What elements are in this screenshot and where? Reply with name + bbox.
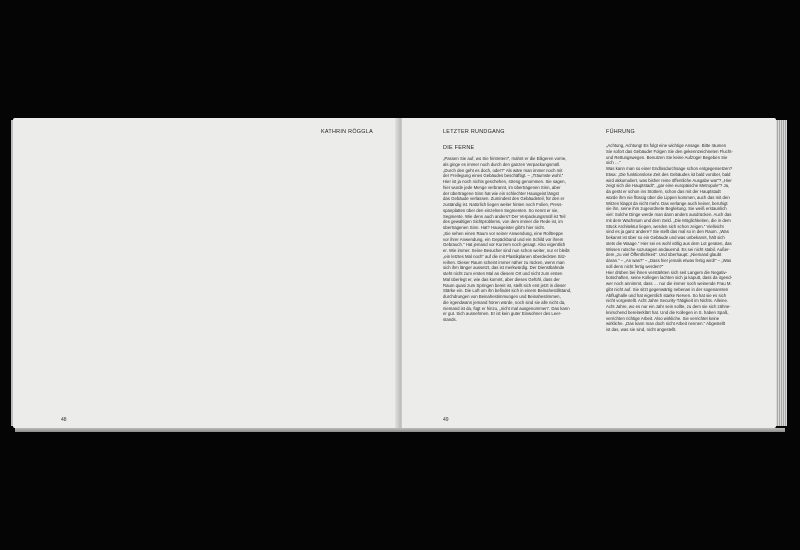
text-line: bekannt ist über so ein Gebäude und was unbekannt, hält sich	[606, 235, 725, 240]
text-line: gibt nicht auf. Sie sitzt gegenwärtig nebenan in der sogenannten	[606, 286, 729, 292]
text-line: Stück Architektur liegen, werden sich schon zeigen.“ Vielleicht	[606, 223, 724, 229]
text-line: knirschend bereiterklärt hat. Und die Kollegen in S. haben Spaß,	[606, 309, 729, 315]
text-line: spanplatten über den einzelnen Segmenten. So nennt er sie,	[443, 207, 559, 213]
text-line: dem „zu viel Öffentlichkeit“. Und überhaupt: „Niemand glaubt	[606, 252, 722, 258]
text-line: übertragenen Sinn. Hat? Hausgeister gibt’s hier nicht.	[443, 225, 545, 230]
text-line: der Freilegung eines Gebäudes beschäftigt. – „Träumste wohl.“	[443, 173, 564, 179]
text-line: das Gebäude verlassen. Zumindest den Gebäudeteil, für den er	[443, 196, 565, 202]
text-line: soll denn nicht fertig werden?“	[606, 263, 664, 269]
right-page	[402, 118, 776, 428]
text-line: botschaften, seine Kollegen lachten sich ja kaputt, dass da irgend-	[606, 275, 733, 281]
text-line: „Achtung, Achtung! Es folgt eine wichtige Ansage. Bitte räumen	[606, 143, 727, 148]
text-line: der übertragene Sinn hat wie ein schlechter Hausgeist längst	[443, 190, 559, 196]
right-page-edge	[776, 120, 787, 426]
text-line: viel: Solche Dinge werde man dann anders ausdrücken. Auch das	[606, 212, 732, 217]
text-line: vor ihrer Anwendung, ein Gepäckband und ein Schild vor ihrem	[443, 236, 564, 242]
text-line: er. Wie immer. Seine Besucher sind nun schon weiter, nur er bleibt	[443, 248, 570, 253]
text-line: Raum quasi zum Springen bereit ist, stellt sich erst jetzt in dieser	[443, 282, 566, 288]
text-line: wirkliche. „Das kann man doch nicht Arbeit nennen.“ Abgestellt	[606, 321, 725, 327]
text-line: Hier ist ja noch nichts geschehen, streng genommen. Sie sagen,	[443, 179, 566, 184]
text-line: da gerät er schon ins Stottern, schon das mit der Hauptstadt	[606, 189, 721, 194]
text-line: steht nicht zum ersten Mal an diesem Ort und nicht zum ersten	[443, 271, 563, 276]
text-column-2	[606, 143, 756, 333]
text-line: Witzen klappt da nicht mehr. Das verlange auch keiner, beruhigt	[606, 200, 728, 206]
text-column-1	[443, 156, 593, 323]
open-book	[13, 118, 787, 433]
text-line: Abflughalle und hat eigentlich starke Nerven. So hat sie es sich	[606, 292, 727, 298]
text-line: wird akkumuliert, was bisher reine öffentliche Ausgabe war“? „Hier	[606, 177, 732, 183]
text-line: nicht vorgestellt. Acht Jahre Security-Tätigkeit im Nichts. Alleine.	[606, 298, 729, 304]
text-line: er gut. Sich ausnehmen. Er ist kein guter Einwohner des Leer-	[443, 311, 562, 317]
left-page	[13, 118, 399, 428]
text-line: stets die Waage.“ Hier sei es wohl völlig aus dem Lot geraten, das	[606, 240, 732, 246]
author-name: KATHRIN RÖGGLA	[320, 129, 373, 135]
text-line: Wissen rutsche sozusagen andauernd. Es sei nicht stabil. Außer-	[606, 246, 730, 252]
text-line: stands.	[443, 317, 457, 322]
text-line: und Rettungswegen. Benutzen Sie keine Aufzüge! Begeben Sie	[606, 154, 728, 160]
page-number-right: 49	[443, 417, 449, 423]
text-line: „Passen Sie auf, wo Sie hintreten!“, mahnt er die Eiligeren vorne,	[443, 156, 567, 161]
text-line: als ginge es immer noch durch den ganzen Verpackungsmüll.	[443, 161, 561, 167]
text-line: Etwa: „Die funktionslose Zeit des Gebäudes ist bald vorüber, bald	[606, 171, 731, 177]
text-line: Sie sofort das Gebäude! Folgen Sie den gekennzeichneten Flucht-	[606, 148, 733, 154]
text-line: „Durch den geht es doch, oder?“ Als wäre man immer noch mit	[443, 167, 563, 173]
text-line: niemand ist da, fügt er hinzu, „nicht mal ausgenommen“. Das kann	[443, 305, 570, 311]
text-line: Was kann man so einer Endlosdurchsage schon entgegensetzen?	[606, 166, 733, 171]
text-line: sich …“	[606, 160, 621, 166]
text-line: durchdrungen von Beinahestimmungen und Beinahestimmen,	[443, 294, 561, 299]
text-line: zeigt sich die Hauptstadt“, „gar eine europäische Metropole“? Ja,	[606, 183, 730, 189]
text-line: sind es ja ganz andere? Sie stellt das mal so in den Raum. „Was	[606, 229, 729, 235]
text-line: Segmente. Wie denn auch anders? Der Verpackungsmüll ist Teil	[443, 213, 566, 219]
text-line: hier wurde jede Menge verbrannt, im übertragenen Sinn, aber	[443, 184, 561, 190]
text-line: zuständig ist. Natürlich liegen weiter hinten noch Folien, Press-	[443, 202, 563, 207]
text-line: sich ihm länger aussetzt, das ist merkwürdig. Der Dienstbahnde	[443, 265, 565, 271]
text-line: sie ihn, seine ihm zugeordnete Begleitung. Sie weiß erstaunlich	[606, 206, 727, 212]
column-heading: FÜHRUNG	[606, 129, 636, 135]
book-bottom-edge	[15, 428, 785, 432]
text-line: Gebrauch.“ Hat jemand vor Kurzem noch gesagt. Also eigentlich	[443, 242, 566, 248]
text-line: würde ihm nie flüssig über die Lippen kommen, auch das mit den	[606, 194, 730, 200]
text-line: Stärke ein. Die Luft um ihn befindet sich in einem Beinahestillstand,	[443, 288, 572, 294]
text-line: Mal überlegt er, wie das kommt, aber dieses Gefühl, dass der	[443, 276, 560, 282]
text-line: ist das, was sie sind, nicht angestellt.	[606, 327, 677, 332]
text-line: verrichten richtige Arbeit. Also wirkliche. Sie verrichtet keine	[606, 315, 720, 321]
text-line: mit dem Wachstum und dem Geld. „Die Möglichkeiten, die in dem	[606, 217, 731, 223]
text-line: daran.“ – „An was?“ – „Dass hier jemals etwas fertig wird!“ – „Was	[606, 258, 732, 263]
chapter-subtitle: DIE FERNE	[443, 145, 475, 151]
text-line: die irgendwann jemand hören würde, noch sind sie alle nicht da,	[443, 299, 566, 305]
text-line: des gewaltigen Sichtproblems, von dem immer die Rede ist, im	[443, 219, 563, 225]
section-title: LETZTER RUNDGANG	[443, 129, 505, 135]
text-line: wer noch annimmt, dass … nur die immer noch weinende Frau M.	[606, 281, 732, 286]
text-line: „Sie sehen einen Raum vor seiner Anwendung, eine Rolltreppe	[443, 230, 563, 236]
text-line: Acht Jahre, wo es nur ein Jahr sein sollte, zu dem sie sich zähne-	[606, 304, 731, 309]
text-line: reihen. Dieser Raum scheint immer näher zu rücken, wenn man	[443, 259, 565, 265]
text-line: „ein letztes Mal noch“ auf die mit Plastikplanen überdeckten Sitz-	[443, 253, 567, 259]
page-number-left: 48	[61, 417, 67, 423]
text-line: Hier drüben bei ihnen verstärkten sich seit Langem die Negativ-	[606, 269, 728, 275]
